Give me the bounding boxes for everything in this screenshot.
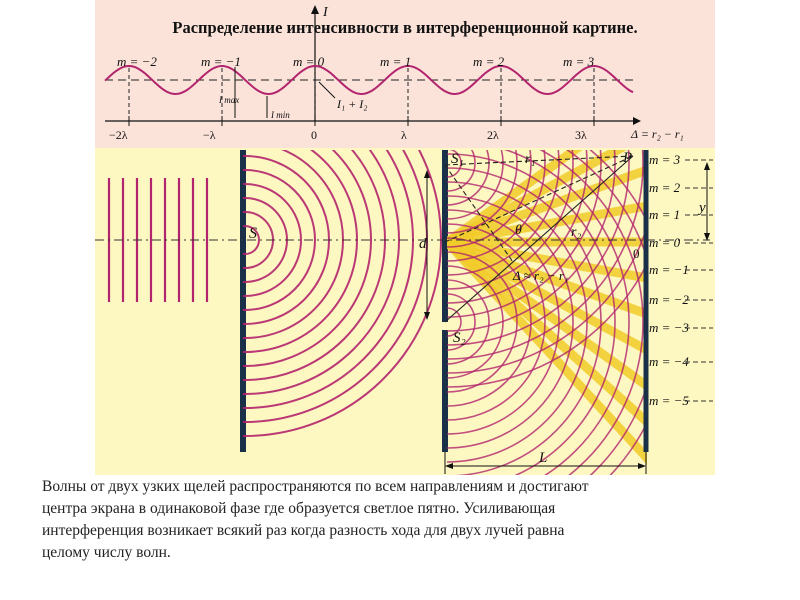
- imax-label: I max: [219, 95, 240, 105]
- tick-label: 3λ: [575, 128, 587, 142]
- angle-label: θ: [515, 223, 522, 238]
- screen-order-label: m = 3: [649, 152, 681, 167]
- figure-drawing: [95, 0, 715, 475]
- order-label: m = 2: [473, 54, 505, 69]
- path-diff-label: Δ ≈ r₂ − r₁: [513, 268, 569, 283]
- screen-order-label: m = 2: [649, 180, 681, 195]
- imin-label: I min: [271, 110, 290, 120]
- order-label: m = 3: [563, 54, 595, 69]
- caption-line: Волны от двух узких щелей распространяются по всем направлениям и достигают: [42, 478, 589, 495]
- order-label: m = −1: [201, 54, 241, 69]
- caption: [42, 476, 762, 564]
- screen-order-label: m = −3: [649, 320, 689, 335]
- order-label: m = −2: [117, 54, 157, 69]
- point-label: P: [623, 150, 633, 166]
- arrow-icon: [704, 162, 710, 170]
- tick-label: 0: [311, 128, 317, 142]
- caption-line: целому числу волн.: [42, 544, 171, 561]
- screen-zero-label: 0: [633, 246, 640, 261]
- screen-order-label: m = 1: [649, 207, 681, 222]
- tick-label: λ: [401, 128, 407, 142]
- screen-order-label: m = −4: [649, 354, 689, 369]
- distance-label: L: [539, 450, 548, 466]
- screen-order-label: m = −2: [649, 292, 689, 307]
- intensity-axis-label: I: [323, 5, 328, 20]
- slit2-label: S₂: [453, 330, 466, 346]
- slit-distance-label: d: [419, 236, 427, 252]
- path-diff-axis-label: Δ = r₂ − r₁: [631, 127, 684, 141]
- axis-arrow-icon: [633, 117, 641, 125]
- y-label: y: [699, 200, 706, 216]
- screen-order-label: m = 0: [649, 235, 681, 250]
- order-label: m = 1: [380, 54, 412, 69]
- ray1-label: r₁: [525, 152, 536, 167]
- caption-line: интерференция возникает всякий раз когда разность хода для двух лучей равна: [42, 522, 565, 539]
- source-label: S: [249, 225, 257, 242]
- interference-figure: [95, 0, 715, 475]
- tick-label: −λ: [203, 128, 216, 142]
- ray2-label: r₂: [571, 225, 582, 240]
- screen-order-label: m = −1: [649, 262, 689, 277]
- figure-title: Распределение интенсивности в интерференционной картине.: [172, 18, 638, 37]
- slit1-label: S₁: [451, 151, 464, 167]
- tick-label: −2λ: [109, 128, 128, 142]
- arrow-icon: [445, 463, 453, 469]
- sum-label: I₁ + I₂: [337, 97, 368, 111]
- sum-pointer: [319, 82, 335, 98]
- screen-order-label: m = −5: [649, 393, 689, 408]
- arrow-icon: [638, 463, 646, 469]
- caption-line: центра экрана в одинаковой фазе где образуется светлое пятно. Усиливающая: [42, 500, 556, 517]
- axis-arrow-icon: [311, 5, 319, 14]
- tick-label: 2λ: [487, 128, 499, 142]
- order-label: m = 0: [293, 54, 325, 69]
